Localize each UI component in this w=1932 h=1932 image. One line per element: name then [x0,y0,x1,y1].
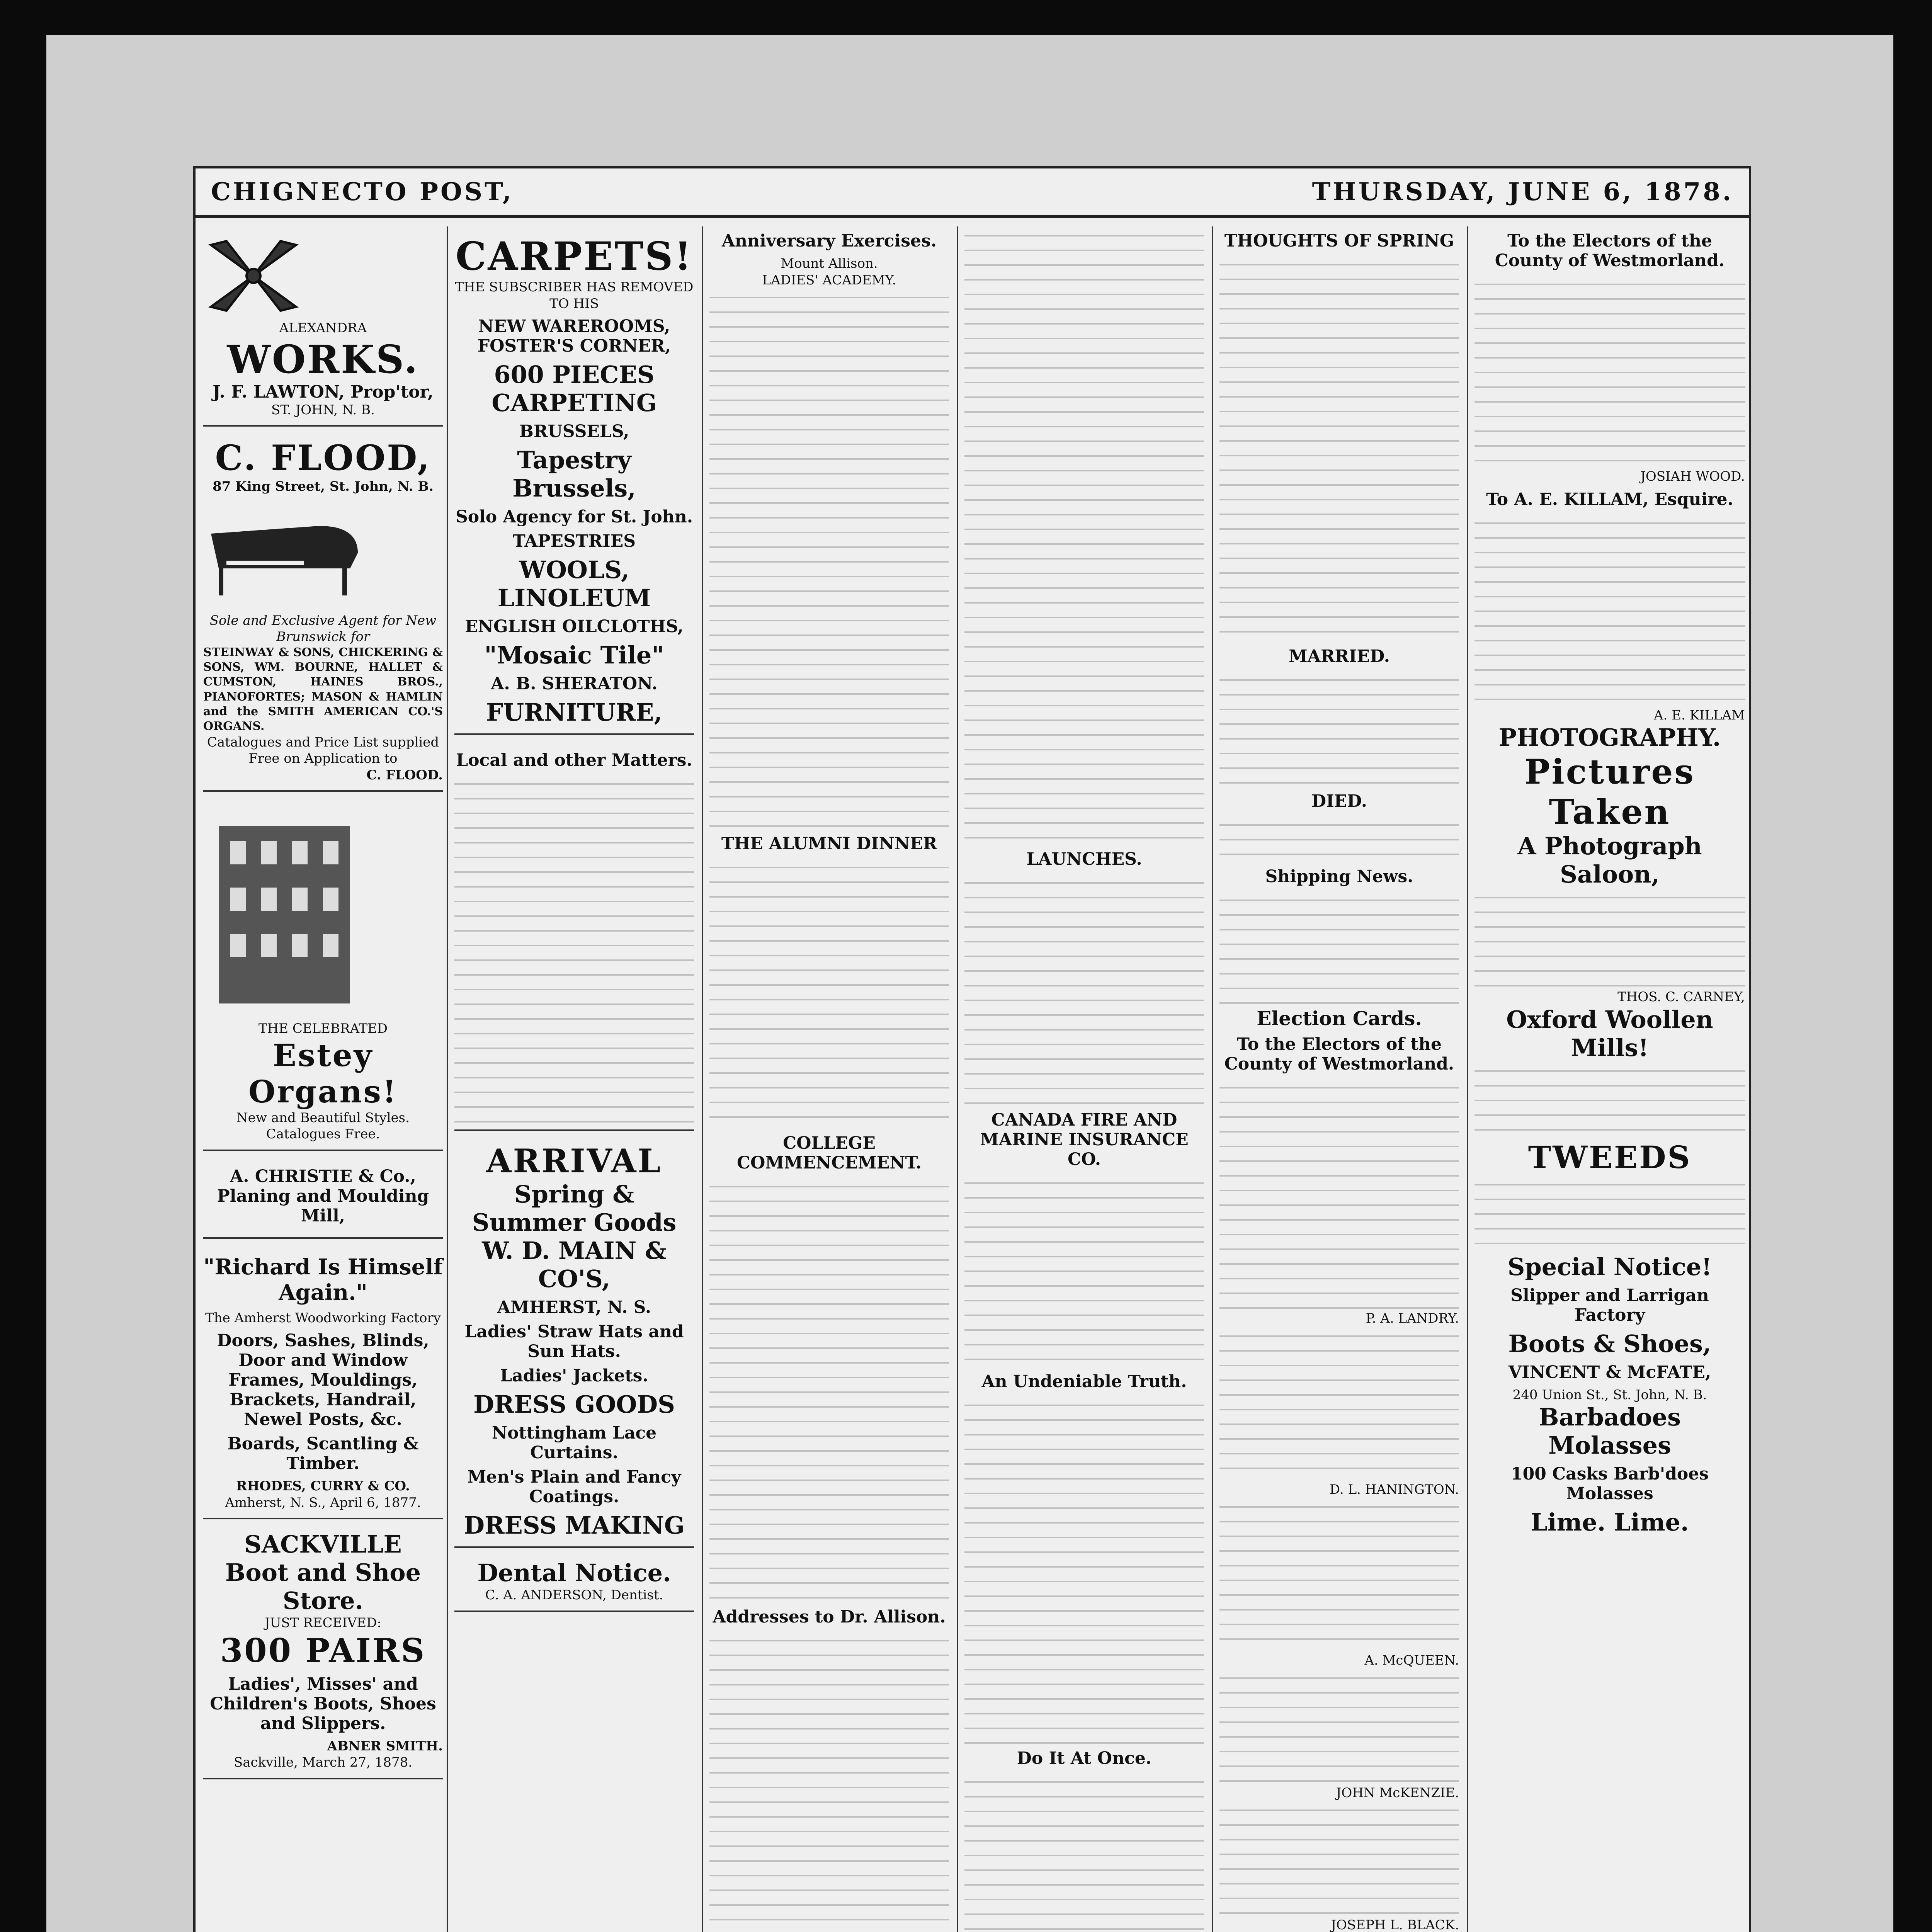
carpeting-heading: CARPETING [492,389,657,417]
sackville-heading: SACKVILLE [244,1530,402,1559]
abner-date: Sackville, March 27, 1878. [233,1755,413,1770]
abner-smith-ad [203,1523,443,1779]
pairs-sub: Ladies', Misses' and Children's Boots, Shoes and Slippers. [210,1674,436,1733]
mcqueen-sign: A. McQUEEN. [1364,1653,1459,1668]
estey-heading: Estey Organs! [248,1037,398,1110]
estey-title: THE CELEBRATED [258,1021,388,1037]
column-divider [1467,226,1468,1932]
carpets-heading: CARPETS! [455,233,693,279]
oxford-text [1475,1062,1745,1139]
column-divider [1212,226,1213,1932]
flood-sign: C. FLOOD. [366,767,443,783]
flood-makers: STEINWAY & SONS, CHICKERING & SONS, WM. BOURNE, HALLET & CUMSTON, HAINES BROS., PIANOFORTES; MASON & HAMLIN and the SMITH AMERICAN CO.'S ORGANS. [203,645,443,733]
agency-heading: Solo Agency for St. John. [455,507,693,527]
alexandra-works-ad [203,226,443,427]
piano-icon [203,503,366,603]
column-4 [961,226,1208,1932]
sheraton-sign: A. B. SHERATON. [491,674,658,694]
thoughts-heading: THOUGHTS OF SPRING [1224,231,1454,251]
rhodes-ad [203,1243,443,1520]
oilcloths-heading: ENGLISH OILCLOTHS, [465,617,684,636]
column-5 [1216,226,1463,1932]
dressmaking-heading: DRESS MAKING [464,1511,685,1539]
windmill-icon [203,233,304,318]
electors-heading: To the Electors of the County of Westmorland. [1224,1034,1454,1074]
lime-heading: Lime. Lime. [1531,1508,1689,1536]
thoughts-text [1219,255,1459,642]
mckenzie-sign: JOHN McKENZIE. [1336,1785,1459,1801]
just-received: JUST RECEIVED: [265,1615,381,1631]
wood-text [1475,275,1745,468]
carney-sign: THOS. C. CARNEY, [1617,989,1745,1005]
died-text [1219,816,1459,862]
rhodes-sign: RHODES, CURRY & CO. [236,1478,410,1494]
column-divider [447,226,448,1932]
dress-goods-heading: DRESS GOODS [473,1390,675,1418]
newspaper-sheet [193,166,1751,1932]
flood-ad [203,430,443,792]
column-6 [1471,226,1749,1932]
special-heading: Special Notice! [1507,1252,1712,1281]
at-once-heading: Do It At Once. [1017,1748,1152,1768]
married-heading: MARRIED. [1288,646,1390,666]
building-icon [203,810,366,1011]
flood-address: 87 King Street, St. John, N. B. [213,479,434,494]
alex-works: WORKS. [227,336,419,382]
issue-date: THURSDAY, JUNE 6, 1878. [1312,177,1733,206]
ladies-academy: LADIES' ACADEMY. [762,272,896,288]
flood-catalogue: Catalogues and Price List supplied Free on Application to [207,734,439,767]
amherst-wood: The Amherst Woodworking Factory [205,1310,441,1326]
tweeds-heading: TWEEDS [1528,1139,1692,1175]
launches-text [964,874,1204,1105]
black-text [1219,1801,1459,1917]
died-heading: DIED. [1311,791,1367,811]
shipping-heading: Shipping News. [1265,867,1413,886]
killam-heading: To A. E. KILLAM, Esquire. [1486,489,1733,509]
anderson-sign: C. A. ANDERSON, Dentist. [485,1587,663,1603]
addresses-text [709,1631,949,1932]
arrival-heading: ARRIVAL [486,1142,662,1180]
photo-heading: PHOTOGRAPHY. [1498,723,1721,752]
carpets-ad [454,226,694,735]
pictures-heading: Pictures Taken [1524,752,1695,832]
pairs-heading: 300 PAIRS [220,1631,426,1670]
wood-sign: JOSIAH WOOD. [1640,469,1745,484]
paper-name: CHIGNECTO POST, [211,177,514,206]
lace-heading: Nottingham Lace Curtains. [492,1423,657,1463]
fire-text [964,1174,1204,1367]
dental-ad [454,1552,694,1612]
estey-sub: New and Beautiful Styles. [236,1110,410,1126]
election-heading: Election Cards. [1257,1007,1422,1030]
mcqueen-text [1219,1498,1459,1652]
warerooms-heading: NEW WAREROOMS, FOSTER'S CORNER, [477,316,671,356]
launches-heading: LAUNCHES. [1026,849,1142,869]
pieces-heading: 600 PIECES [494,361,655,389]
rhodes-date: Amherst, N. S., April 6, 1877. [225,1495,421,1510]
college-text [709,1177,949,1602]
mosaic-heading: "Mosaic Tile" [484,641,664,669]
casks-heading: 100 Casks Barb'does Molasses [1510,1464,1709,1503]
saloon-heading: A Photograph Saloon, [1517,832,1702,888]
local-matters [454,739,694,1131]
local-heading: Local and other Matters. [456,750,692,770]
at-once-text [964,1773,1204,1932]
photo-text [1475,888,1745,989]
slipper-heading: Slipper and Larrigan Factory [1510,1285,1709,1325]
truth-heading: An Undeniable Truth. [981,1372,1187,1391]
anniversary-heading: Anniversary Exercises. [721,231,937,251]
hanington-text [1219,1327,1459,1481]
main-co-ad [454,1135,694,1548]
mckenzie-text [1219,1669,1459,1785]
alex-prop: J. F. LAWTON, Prop'tor, [213,382,434,402]
boards-heading: Boards, Scantling & Timber. [227,1434,419,1474]
masthead [196,168,1749,218]
black-sign: JOSEPH L. BLACK. [1331,1917,1459,1932]
linoleum-heading: LINOLEUM [497,584,651,612]
mount-allison: Mount Allison. [781,256,878,271]
column-divider [957,226,958,1932]
barbadoes-heading: Barbadoes Molasses [1539,1403,1681,1459]
column-3 [706,226,953,1932]
killam-text [1475,514,1745,707]
killam-sign: A. E. KILLAM [1654,707,1745,723]
removed-line: THE SUBSCRIBER HAS REMOVED TO HIS [455,279,694,311]
shipping-text [1219,891,1459,1007]
flood-name: C. FLOOD, [215,437,431,478]
coatings-heading: Men's Plain and Fancy Coatings. [467,1467,681,1507]
landry-text [1219,1078,1459,1310]
flood-agent: Sole and Exclusive Agent for New Brunswick for [209,612,437,645]
local-text [454,775,694,1122]
alex-top: ALEXANDRA [279,320,367,336]
tweeds-text [1475,1175,1745,1253]
alumni-dinner: THE ALUMNI DINNER [721,834,937,854]
christie-heading: A. CHRISTIE & Co., Planing and Moulding Mill, [217,1166,429,1226]
tapestries-heading: TAPESTRIES [512,531,636,551]
column-1 [199,226,447,1932]
dental-heading: Dental Notice. [477,1559,671,1587]
tapestry-heading: Tapestry Brussels, [512,446,636,502]
column-4-text [964,226,1204,845]
boots-heading: Boots & Shoes, [1508,1329,1711,1358]
brussels-heading: BRUSSELS, [519,422,629,441]
dinner-text [709,858,949,1129]
vincent-heading: VINCENT & McFATE, [1508,1362,1711,1382]
christie-ad [203,1155,443,1239]
wools-heading: WOOLS, [519,556,629,584]
fire-heading: CANADA FIRE AND MARINE INSURANCE CO. [980,1110,1189,1169]
college-heading: COLLEGE COMMENCEMENT. [737,1133,922,1173]
anniversary-text [709,288,949,829]
addresses-heading: Addresses to Dr. Allison. [713,1607,946,1627]
hanington-sign: D. L. HANINGTON. [1329,1481,1459,1497]
jackets-heading: Ladies' Jackets. [500,1366,648,1386]
straw-heading: Ladies' Straw Hats and Sun Hats. [464,1322,684,1361]
landry-sign: P. A. LANDRY. [1366,1311,1459,1326]
richard-heading: "Richard Is Himself Again." [203,1254,443,1305]
main-city: AMHERST, N. S. [497,1298,651,1317]
boot-store-heading: Boot and Shoe Store. [225,1558,421,1615]
truth-text [964,1396,1204,1744]
scanned-page [46,35,1893,1932]
abner-sign: ABNER SMITH. [327,1738,443,1754]
furniture-heading: FURNITURE, [486,698,662,726]
vincent-address: 240 Union St., St. John, N. B. [1512,1387,1707,1403]
alex-city: ST. JOHN, N. B. [271,402,375,418]
column-2 [451,226,698,1932]
estey-catalogue: Catalogues Free. [266,1126,380,1142]
column-divider [702,226,703,1932]
married-text [1219,671,1459,787]
doors-heading: Doors, Sashes, Blinds, Door and Window Frames, Mouldings, Brackets, Handrail, Newel Posts, &c. [217,1331,429,1430]
estey-ad [203,796,443,1151]
oxford-heading: Oxford Woollen Mills! [1506,1005,1713,1062]
electors-heading-2: To the Electors of the County of Westmorland. [1495,231,1725,270]
spring-heading: Spring & Summer Goods [472,1180,677,1236]
main-co-heading: W. D. MAIN & CO'S, [482,1236,667,1293]
